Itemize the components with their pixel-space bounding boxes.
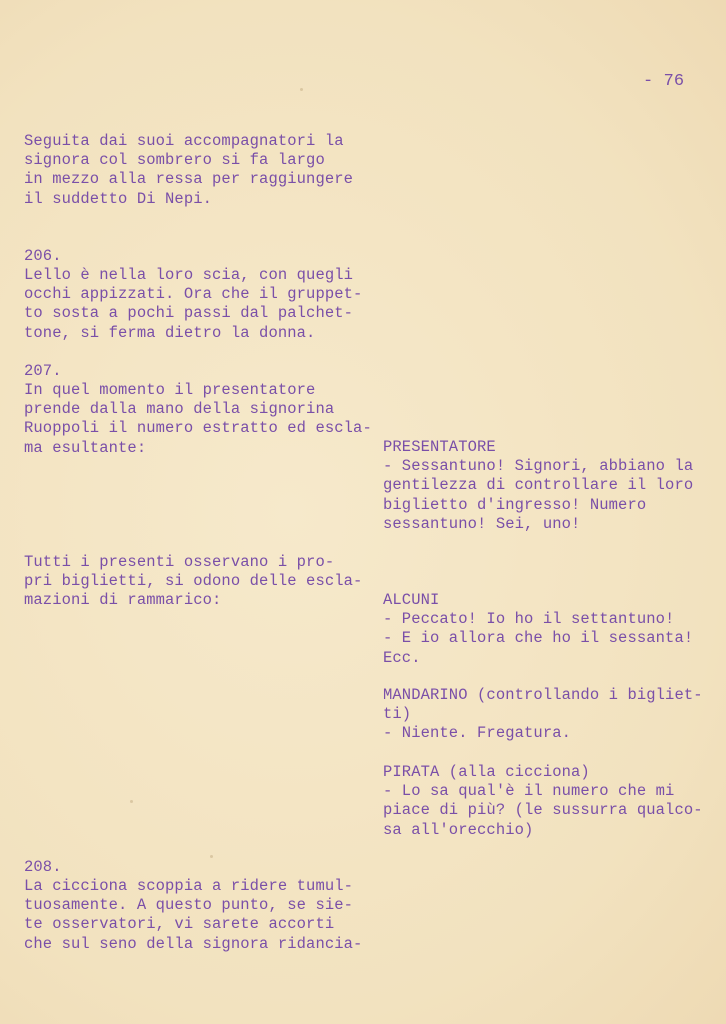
dialogue-alcuni: ALCUNI - Peccato! Io ho il settantuno! - E io allora che ho il sessanta! Ecc. [383,591,694,667]
scene-208-number: 208. [24,858,62,876]
page-number: - 76 [643,72,685,91]
dialogue-presentatore: PRESENTATORE - Sessantuno! Signori, abbiano la gentilezza di controllare il loro biglietto d'ingresso! Numero sessantuno! Sei, uno! [383,438,694,533]
scene-206-text: Lello è nella loro scia, con quegli occhi appizzati. Ora che il gruppet- to sosta a pochi passi dal palchet- tone, si ferma dietro la donna. [24,266,363,342]
intro-paragraph: Seguita dai suoi accompagnatori la signora col sombrero si fa largo in mezzo alla ressa per raggiungere il suddetto Di Nepi. [24,132,354,208]
tutti-paragraph: Tutti i presenti osservano i pro- pri biglietti, si odono delle escla- mazioni di rammarico: [24,553,363,610]
scene-207-text: In quel momento il presentatore prende dalla mano della signorina Ruoppoli il numero estratto ed escla- ma esultante: [24,381,372,457]
paper-speck [300,88,303,91]
scene-208-text: La cicciona scoppia a ridere tumul- tuosamente. A questo punto, se sie- te osservatori, vi sarete accorti che sul seno della signora ridancia- [24,877,363,953]
scene-206-number: 206. [24,247,62,265]
paper-speck [210,855,213,858]
dialogue-mandarino: MANDARINO (controllando i bigliet- ti) - Niente. Fregatura. [383,686,703,743]
dialogue-pirata: PIRATA (alla cicciona) - Lo sa qual'è il numero che mi piace di più? (le sussurra qualco- sa all'orecchio) [383,763,703,839]
scene-207-number: 207. [24,362,62,380]
paper-speck [130,800,133,803]
